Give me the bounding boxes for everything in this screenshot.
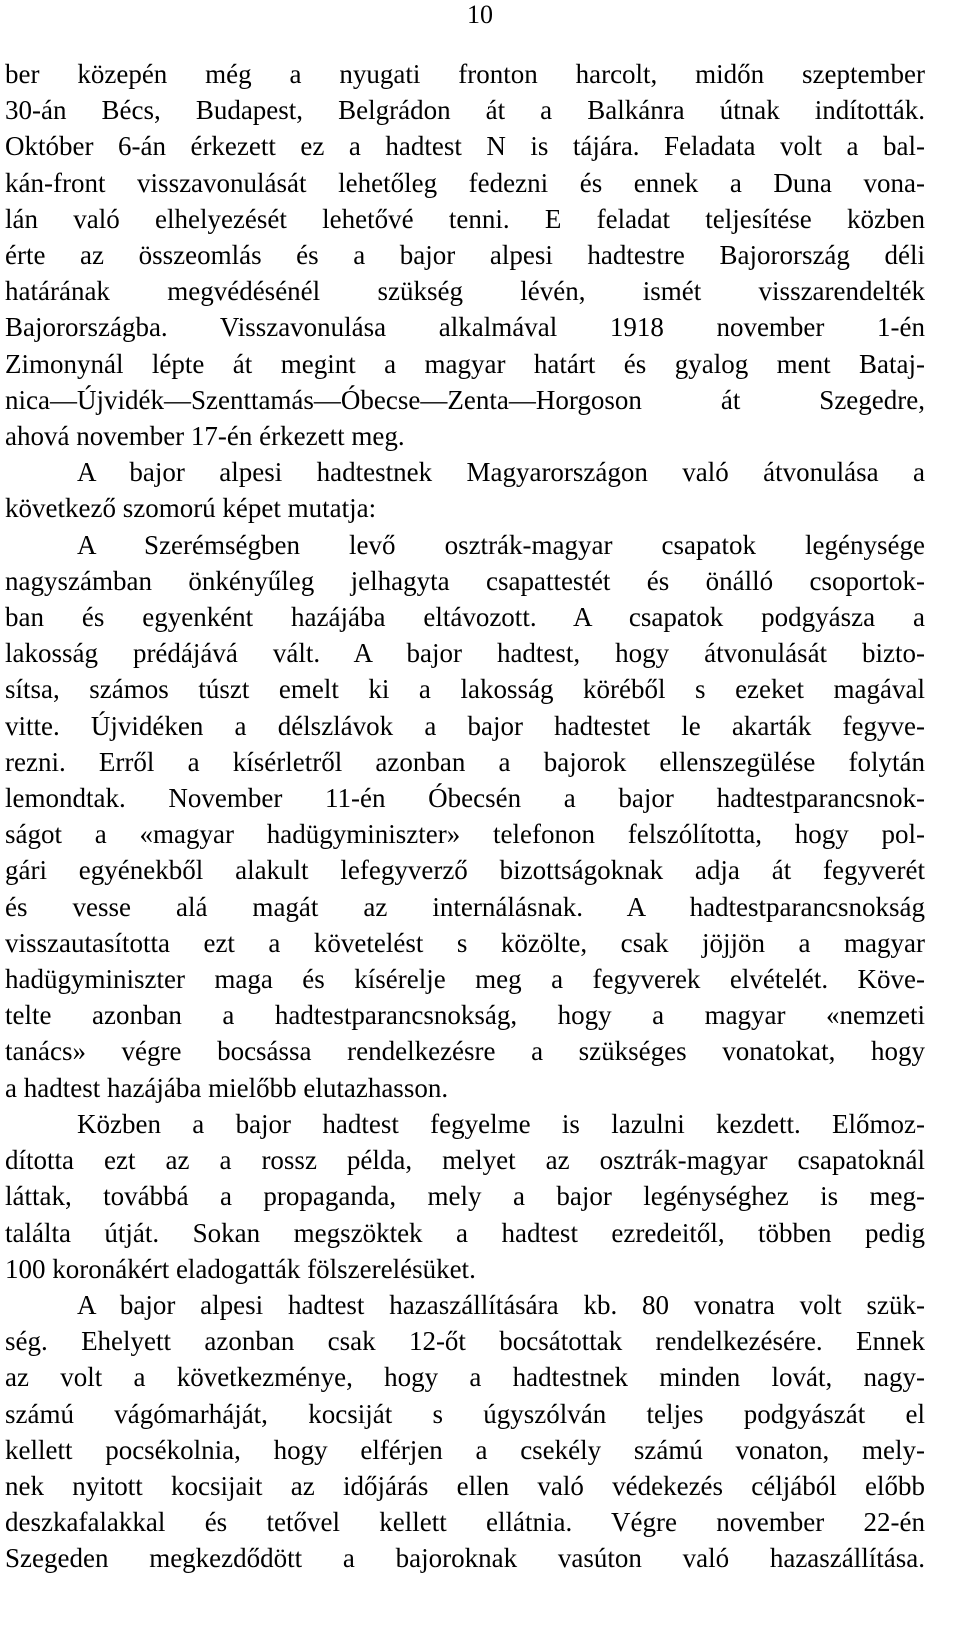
- text-line: hadügyminiszter maga és kísérelje meg a fegyverek elvételét. Köve-: [5, 964, 925, 995]
- text-line: nek nyitott kocsijait az időjárás ellen való védekezés céljából előbb: [5, 1470, 925, 1501]
- text-line: sítsa, számos túszt emelt ki a lakosság köréből s ezeket magával: [5, 674, 925, 705]
- text-line: A bajor alpesi hadtestnek Magyarországon való átvonulása a: [77, 457, 925, 488]
- text-line: Október 6-án érkezett ez a hadtest N is tájára. Feladata volt a bal-: [5, 131, 925, 162]
- text-line: visszautasította ezt a követelést s közölte, csak jöjjön a magyar: [5, 927, 925, 958]
- text-line: gári egyénekből alakult lefegyverző bizottságoknak adja át fegyverét: [5, 855, 925, 886]
- text-line: lán való elhelyezését lehetővé tenni. E feladat teljesítése közben: [5, 203, 925, 234]
- text-line: ahová november 17-én érkezett meg.: [5, 421, 405, 452]
- text-line: találta útját. Sokan megszöktek a hadtest ezredeitől, többen pedig: [5, 1217, 925, 1248]
- text-line: Zimonynál lépte át megint a magyar határt és gyalog ment Bataj-: [5, 348, 925, 379]
- page-number: 10: [467, 0, 493, 29]
- text-line: Bajorországba. Visszavonulása alkalmával 1918 november 1-én: [5, 312, 925, 343]
- text-line: A Szerémségben levő osztrák-magyar csapatok legénysége: [77, 529, 925, 560]
- text-line: 100 koronákért eladogatták fölszerelésüket.: [5, 1253, 476, 1284]
- text-line: dította ezt az a rossz példa, melyet az osztrák-magyar csapatoknál: [5, 1145, 925, 1176]
- text-line: a hadtest hazájába mielőbb elutazhasson.: [5, 1072, 449, 1103]
- text-line: vitte. Újvidéken a délszlávok a bajor hadtestet le akarták fegyve-: [5, 710, 925, 741]
- text-line: következő szomorú képet mutatja:: [5, 493, 377, 524]
- text-line: rezni. Erről a kísérletről azonban a bajorok ellenszegülése folytán: [5, 746, 925, 777]
- text-line: ber közepén még a nyugati fronton harcolt, midőn szeptember: [5, 59, 925, 89]
- text-line: az volt a következménye, hogy a hadtestnek minden lovát, nagy-: [5, 1362, 925, 1393]
- text-line: lemondtak. November 11-én Óbecsén a bajor hadtestparancsnok-: [5, 783, 925, 814]
- text-line: kellett pocsékolnia, hogy elférjen a csekély számú vonaton, mely-: [5, 1434, 925, 1465]
- text-line: kán-front visszavonulását lehetőleg fedezni és ennek a Duna vona-: [5, 167, 925, 198]
- text-line: A bajor alpesi hadtest hazaszállítására kb. 80 vonatra volt szük-: [77, 1289, 925, 1320]
- text-line: számú vágómarháját, kocsiját s úgyszólván teljes podgyászát el: [5, 1398, 925, 1429]
- text-line: láttak, továbbá a propaganda, mely a bajor legénységhez is meg-: [5, 1181, 925, 1212]
- text-line: lakosság prédájává vált. A bajor hadtest, hogy átvonulását bizto-: [5, 638, 925, 669]
- text-line: nica—Újvidék—Szenttamás—Óbecse—Zenta—Horgoson át Szegedre,: [5, 384, 925, 415]
- text-line: Szegeden megkezdődött a bajoroknak vasúton való hazaszállítása.: [5, 1543, 925, 1574]
- text-line: Közben a bajor hadtest fegyelme is lazulni kezdett. Előmoz-: [77, 1108, 925, 1139]
- text-line: deszkafalakkal és tetővel kellett ellátnia. Végre november 22-én: [5, 1507, 925, 1538]
- text-line: érte az összeomlás és a bajor alpesi hadtestre Bajorország déli: [5, 240, 925, 271]
- text-line: tanács» végre bocsássa rendelkezésre a szükséges vonatokat, hogy: [5, 1036, 925, 1067]
- text-line: 30-án Bécs, Budapest, Belgrádon át a Balkánra útnak indították.: [5, 95, 925, 126]
- text-line: ség. Ehelyett azonban csak 12-őt bocsátottak rendelkezésére. Ennek: [5, 1326, 925, 1357]
- text-line: határának megvédésénél szükség lévén, ismét visszarendelték: [5, 276, 925, 307]
- text-line: és vesse alá magát az internálásnak. A hadtestparancsnokság: [5, 891, 925, 922]
- text-line: ban és egyenként hazájába eltávozott. A csapatok podgyásza a: [5, 602, 925, 633]
- text-line: ságot a «magyar hadügyminiszter» telefonon felszólította, hogy pol-: [5, 819, 925, 850]
- text-line: telte azonban a hadtestparancsnokság, hogy a magyar «nemzeti: [5, 1000, 925, 1031]
- text-line: nagyszámban önkényűleg jelhagyta csapattestét és önálló csoportok-: [5, 565, 925, 596]
- body-text: [5, 56, 925, 1577]
